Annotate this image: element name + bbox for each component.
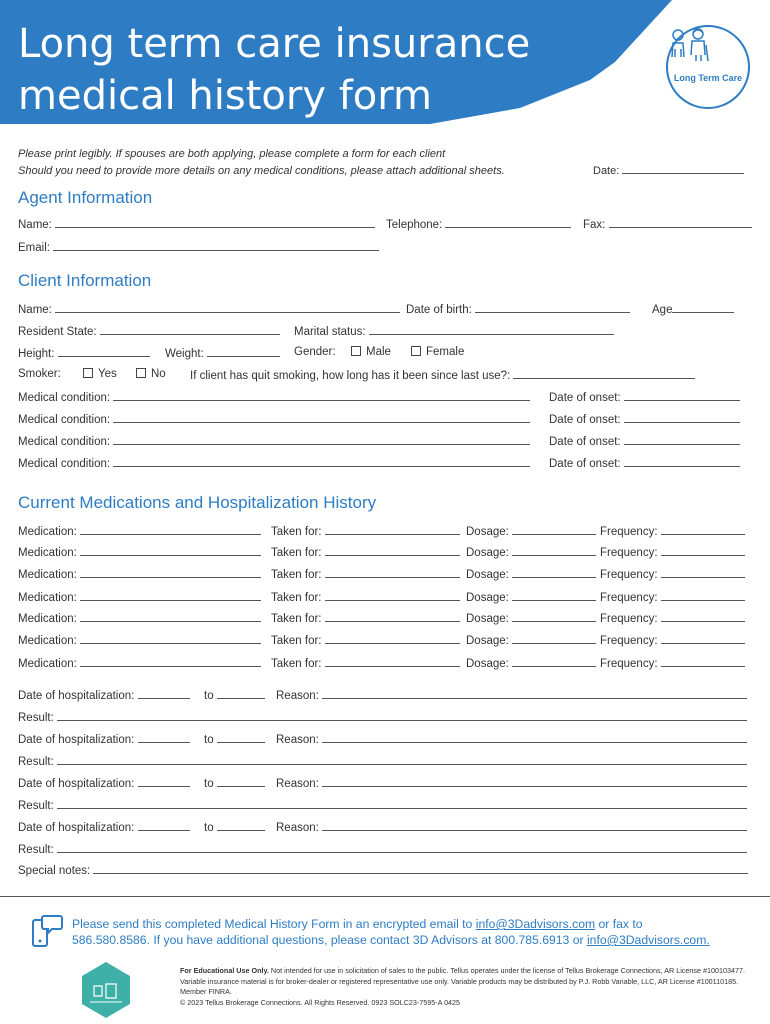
3d-advisors-seal-logo xyxy=(76,960,136,1020)
result-label: Result: xyxy=(18,800,54,812)
dosage-field[interactable] xyxy=(466,611,596,625)
dosage-line[interactable] xyxy=(512,611,596,622)
agent-fax-line[interactable] xyxy=(609,217,752,228)
hospitalization-to-field[interactable] xyxy=(204,688,265,702)
medical-condition-field[interactable] xyxy=(18,390,530,404)
height-label: Height: xyxy=(18,348,55,360)
frequency-field[interactable] xyxy=(600,611,745,625)
logo-text: Long Term Care xyxy=(673,73,743,83)
hospitalization-date-field[interactable] xyxy=(18,732,190,746)
date-of-onset-line[interactable] xyxy=(624,412,740,423)
result-label: Result: xyxy=(18,844,54,856)
date-label: Date: xyxy=(593,165,620,177)
taken-for-label: Taken for: xyxy=(271,569,322,581)
taken-for-line[interactable] xyxy=(325,633,460,644)
height-line[interactable] xyxy=(58,346,150,357)
medication-field[interactable] xyxy=(18,524,261,538)
medical-condition-row xyxy=(18,434,752,452)
hospitalization-date-label: Date of hospitalization: xyxy=(18,778,135,790)
frequency-label: Frequency: xyxy=(600,613,658,625)
medication-line[interactable] xyxy=(80,633,261,644)
taken-for-field[interactable] xyxy=(271,545,460,559)
medication-label: Medication: xyxy=(18,658,77,670)
medication-row xyxy=(18,633,752,651)
dosage-line[interactable] xyxy=(512,545,596,556)
smoker-no-option[interactable] xyxy=(136,368,166,380)
result-line[interactable] xyxy=(57,710,747,721)
frequency-label: Frequency: xyxy=(600,526,658,538)
smoker-yes-option[interactable] xyxy=(83,368,117,380)
client-row-smoker xyxy=(18,368,752,386)
dosage-label: Dosage: xyxy=(466,635,509,647)
medical-condition-field[interactable] xyxy=(18,434,530,448)
quit-smoking-label: If client has quit smoking, how long has it been since last use?: xyxy=(190,370,511,382)
dosage-field[interactable] xyxy=(466,633,596,647)
medication-line[interactable] xyxy=(80,524,261,535)
header-banner xyxy=(0,0,770,140)
client-dob-label: Date of birth: xyxy=(406,304,472,316)
taken-for-label: Taken for: xyxy=(271,658,322,670)
result-field[interactable] xyxy=(18,754,747,768)
frequency-line[interactable] xyxy=(661,524,745,535)
weight-label: Weight: xyxy=(165,348,204,360)
smoker-yes-label: Yes xyxy=(98,368,117,380)
special-notes-field[interactable] xyxy=(18,863,748,877)
medication-label: Medication: xyxy=(18,526,77,538)
hospitalization-to-label: to xyxy=(204,778,214,790)
hospitalization-to-field[interactable] xyxy=(204,820,265,834)
medication-row xyxy=(18,656,752,674)
client-dob-field[interactable] xyxy=(406,302,630,316)
dosage-field[interactable] xyxy=(466,590,596,604)
disclaimer xyxy=(180,966,750,1008)
resident-state-line[interactable] xyxy=(100,324,280,335)
dosage-label: Dosage: xyxy=(466,569,509,581)
agent-fax-label: Fax: xyxy=(583,219,606,231)
hospitalization-to-line[interactable] xyxy=(217,820,265,831)
taken-for-label: Taken for: xyxy=(271,635,322,647)
result-row xyxy=(18,798,752,816)
reason-label: Reason: xyxy=(276,778,319,790)
contact-text-2: or fax to xyxy=(595,917,643,931)
frequency-label: Frequency: xyxy=(600,658,658,670)
medication-row xyxy=(18,567,752,585)
hospitalization-date-line[interactable] xyxy=(138,776,190,787)
medication-field[interactable] xyxy=(18,656,261,670)
medication-label: Medication: xyxy=(18,547,77,559)
hospitalization-to-label: to xyxy=(204,734,214,746)
taken-for-field[interactable] xyxy=(271,590,460,604)
frequency-label: Frequency: xyxy=(600,547,658,559)
frequency-line[interactable] xyxy=(661,590,745,601)
taken-for-field[interactable] xyxy=(271,567,460,581)
medication-label: Medication: xyxy=(18,569,77,581)
medication-label: Medication: xyxy=(18,592,77,604)
female-checkbox[interactable] xyxy=(411,346,421,356)
special-notes-line[interactable] xyxy=(93,863,748,874)
frequency-label: Frequency: xyxy=(600,569,658,581)
medication-field[interactable] xyxy=(18,567,261,581)
client-section-heading: Client Information xyxy=(18,271,152,290)
reason-field[interactable] xyxy=(276,732,747,746)
agent-telephone-line[interactable] xyxy=(445,217,571,228)
medication-line[interactable] xyxy=(80,656,261,667)
medication-row xyxy=(18,545,752,563)
special-notes-line-2[interactable] xyxy=(0,896,770,897)
instructions xyxy=(18,146,505,180)
client-row-name xyxy=(18,302,752,320)
caregiver-icon xyxy=(668,27,714,63)
date-of-onset-line[interactable] xyxy=(624,434,740,445)
smoker-label: Smoker: xyxy=(18,368,61,380)
disclaimer-text: Not intended for use in solicitation of sales to the public. Tellus operates under the license of Tellus Brokerage Connections, AR License #100103477. Variable insurance material is for broker-dealer or registered representative use only. Variable products may be distributed by P.J. Robb Variable, LLC, AR License #100110185. Member FINRA. xyxy=(180,966,745,996)
medication-field[interactable] xyxy=(18,633,261,647)
medication-row xyxy=(18,611,752,629)
hospitalization-to-line[interactable] xyxy=(217,688,265,699)
medication-line[interactable] xyxy=(80,545,261,556)
agent-telephone-field[interactable] xyxy=(386,217,571,231)
dosage-line[interactable] xyxy=(512,656,596,667)
taken-for-line[interactable] xyxy=(325,524,460,535)
hospitalization-date-label: Date of hospitalization: xyxy=(18,690,135,702)
medical-condition-line[interactable] xyxy=(113,390,530,401)
agent-email-label: Email: xyxy=(18,242,50,254)
hospitalization-to-label: to xyxy=(204,822,214,834)
client-dob-line[interactable] xyxy=(475,302,630,313)
dosage-label: Dosage: xyxy=(466,613,509,625)
contact-text-3: 586.580.8586. If you have additional questions, please contact 3D Advisors at 800.785.6913 or xyxy=(72,933,587,947)
date-of-onset-label: Date of onset: xyxy=(549,458,621,470)
frequency-label: Frequency: xyxy=(600,592,658,604)
dosage-line[interactable] xyxy=(512,633,596,644)
medication-label: Medication: xyxy=(18,635,77,647)
taken-for-label: Taken for: xyxy=(271,592,322,604)
title-line-2: medical history form xyxy=(18,73,432,119)
client-age-field[interactable] xyxy=(652,302,734,316)
date-of-onset-line[interactable] xyxy=(624,390,740,401)
hospitalization-to-field[interactable] xyxy=(204,732,265,746)
dosage-line[interactable] xyxy=(512,567,596,578)
result-label: Result: xyxy=(18,756,54,768)
dosage-field[interactable] xyxy=(466,567,596,581)
hospitalization-date-line[interactable] xyxy=(138,688,190,699)
weight-line[interactable] xyxy=(207,346,280,357)
client-name-field[interactable] xyxy=(18,302,400,316)
agent-row-2 xyxy=(18,240,752,258)
weight-field[interactable] xyxy=(165,346,280,360)
date-of-onset-label: Date of onset: xyxy=(549,392,621,404)
client-row-state xyxy=(18,324,752,342)
male-checkbox[interactable] xyxy=(351,346,361,356)
hospitalization-to-line[interactable] xyxy=(217,732,265,743)
medical-condition-row xyxy=(18,456,752,474)
medication-line[interactable] xyxy=(80,590,261,601)
male-label: Male xyxy=(366,346,391,358)
long-term-care-logo xyxy=(666,25,750,109)
client-name-label: Name: xyxy=(18,304,52,316)
dosage-field[interactable] xyxy=(466,656,596,670)
reason-line[interactable] xyxy=(322,732,747,743)
medical-condition-field[interactable] xyxy=(18,456,530,470)
taken-for-label: Taken for: xyxy=(271,547,322,559)
hospitalization-date-label: Date of hospitalization: xyxy=(18,734,135,746)
page-title xyxy=(18,18,530,122)
medical-condition-line[interactable] xyxy=(113,456,530,467)
reason-line[interactable] xyxy=(322,688,747,699)
medical-condition-label: Medical condition: xyxy=(18,436,111,448)
taken-for-field[interactable] xyxy=(271,656,460,670)
taken-for-line[interactable] xyxy=(325,590,460,601)
result-line[interactable] xyxy=(57,842,747,853)
hospitalization-to-line[interactable] xyxy=(217,776,265,787)
medical-condition-row xyxy=(18,412,752,430)
taken-for-line[interactable] xyxy=(325,611,460,622)
special-notes-row xyxy=(18,863,752,881)
medication-line[interactable] xyxy=(80,611,261,622)
hospitalization-to-label: to xyxy=(204,690,214,702)
frequency-field[interactable] xyxy=(600,524,745,538)
date-of-onset-label: Date of onset: xyxy=(549,414,621,426)
frequency-label: Frequency: xyxy=(600,635,658,647)
frequency-line[interactable] xyxy=(661,567,745,578)
hospitalization-to-field[interactable] xyxy=(204,776,265,790)
smoker-yes-checkbox[interactable] xyxy=(83,368,93,378)
medical-condition-field[interactable] xyxy=(18,412,530,426)
frequency-field[interactable] xyxy=(600,567,745,581)
dosage-line[interactable] xyxy=(512,524,596,535)
medical-condition-label: Medical condition: xyxy=(18,458,111,470)
dosage-line[interactable] xyxy=(512,590,596,601)
result-row xyxy=(18,754,752,772)
medication-row xyxy=(18,524,752,542)
quit-smoking-field[interactable] xyxy=(190,368,695,382)
reason-line[interactable] xyxy=(322,776,747,787)
frequency-line[interactable] xyxy=(661,633,745,644)
taken-for-line[interactable] xyxy=(325,545,460,556)
result-row xyxy=(18,842,752,860)
medication-line[interactable] xyxy=(80,567,261,578)
medication-field[interactable] xyxy=(18,611,261,625)
copyright: © 2023 Tellus Brokerage Connections. All Rights Reserved. 0923 SOLC23-7595-A 0425 xyxy=(180,997,461,1007)
dosage-label: Dosage: xyxy=(466,658,509,670)
medication-label: Medication: xyxy=(18,613,77,625)
title-line-1: Long term care insurance xyxy=(18,21,531,67)
client-age-line[interactable] xyxy=(672,302,734,313)
agent-telephone-label: Telephone: xyxy=(386,219,443,231)
agent-row-1 xyxy=(18,217,752,235)
dosage-field[interactable] xyxy=(466,545,596,559)
email-link-2[interactable]: info@3Dadvisors.com. xyxy=(586,933,710,947)
hospitalization-row xyxy=(18,820,752,838)
taken-for-line[interactable] xyxy=(325,567,460,578)
hospitalization-date-line[interactable] xyxy=(138,820,190,831)
result-line[interactable] xyxy=(57,754,747,765)
taken-for-label: Taken for: xyxy=(271,613,322,625)
result-field[interactable] xyxy=(18,798,747,812)
result-field[interactable] xyxy=(18,842,747,856)
reason-label: Reason: xyxy=(276,734,319,746)
medical-condition-label: Medical condition: xyxy=(18,392,111,404)
frequency-line[interactable] xyxy=(661,545,745,556)
client-age-label: Age xyxy=(652,304,673,316)
marital-status-label: Marital status: xyxy=(294,326,366,338)
frequency-field[interactable] xyxy=(600,656,745,670)
date-of-onset-field[interactable] xyxy=(549,456,740,470)
taken-for-field[interactable] xyxy=(271,633,460,647)
medical-condition-line[interactable] xyxy=(113,412,530,423)
frequency-field[interactable] xyxy=(600,590,745,604)
date-of-onset-field[interactable] xyxy=(549,390,740,404)
marital-status-line[interactable] xyxy=(369,324,614,335)
agent-email-field[interactable] xyxy=(18,240,379,254)
female-label: Female xyxy=(426,346,465,358)
hospitalization-row xyxy=(18,776,752,794)
dosage-field[interactable] xyxy=(466,524,596,538)
result-line[interactable] xyxy=(57,798,747,809)
reason-label: Reason: xyxy=(276,822,319,834)
result-field[interactable] xyxy=(18,710,747,724)
special-notes-label: Special notes: xyxy=(18,865,91,877)
medication-field[interactable] xyxy=(18,545,261,559)
height-field[interactable] xyxy=(18,346,150,360)
taken-for-field[interactable] xyxy=(271,524,460,538)
phone-email-icon xyxy=(30,914,64,950)
disclaimer-bold: For Educational Use Only. xyxy=(180,966,269,975)
frequency-field[interactable] xyxy=(600,545,745,559)
instruction-line-1: Please print legibly. If spouses are both applying, please complete a form for each client xyxy=(18,148,446,160)
date-field[interactable] xyxy=(593,163,744,177)
reason-line[interactable] xyxy=(322,820,747,831)
medication-row xyxy=(18,590,752,608)
quit-smoking-line[interactable] xyxy=(513,368,695,379)
contact-text-1: Please send this completed Medical History Form in an encrypted email to xyxy=(72,917,476,931)
medication-field[interactable] xyxy=(18,590,261,604)
male-option[interactable] xyxy=(351,346,391,358)
frequency-line[interactable] xyxy=(661,611,745,622)
contact-text xyxy=(72,916,710,948)
reason-label: Reason: xyxy=(276,690,319,702)
agent-name-label: Name: xyxy=(18,219,52,231)
date-of-onset-field[interactable] xyxy=(549,412,740,426)
medical-condition-line[interactable] xyxy=(113,434,530,445)
client-name-line[interactable] xyxy=(55,302,400,313)
agent-name-field[interactable] xyxy=(18,217,375,231)
taken-for-label: Taken for: xyxy=(271,526,322,538)
agent-section-heading: Agent Information xyxy=(18,188,153,207)
agent-name-line[interactable] xyxy=(55,217,375,228)
agent-email-line[interactable] xyxy=(53,240,379,251)
gender-field xyxy=(294,346,336,358)
agent-fax-field[interactable] xyxy=(583,217,752,231)
client-row-height xyxy=(18,346,752,364)
meds-section-heading: Current Medications and Hospitalization History xyxy=(18,493,377,512)
instruction-line-2: Should you need to provide more details on any medical conditions, please attach additional sheets. xyxy=(18,165,505,177)
date-of-onset-label: Date of onset: xyxy=(549,436,621,448)
taken-for-field[interactable] xyxy=(271,611,460,625)
hospitalization-date-field[interactable] xyxy=(18,776,190,790)
female-option[interactable] xyxy=(411,346,464,358)
taken-for-line[interactable] xyxy=(325,656,460,667)
frequency-line[interactable] xyxy=(661,656,745,667)
result-row xyxy=(18,710,752,728)
result-label: Result: xyxy=(18,712,54,724)
smoker-no-label: No xyxy=(151,368,166,380)
hospitalization-date-field[interactable] xyxy=(18,688,190,702)
dosage-label: Dosage: xyxy=(466,592,509,604)
hospitalization-date-field[interactable] xyxy=(18,820,190,834)
gender-label: Gender: xyxy=(294,346,336,358)
dosage-label: Dosage: xyxy=(466,526,509,538)
medical-condition-label: Medical condition: xyxy=(18,414,111,426)
reason-field[interactable] xyxy=(276,688,747,702)
frequency-field[interactable] xyxy=(600,633,745,647)
date-line[interactable] xyxy=(622,163,744,174)
date-of-onset-field[interactable] xyxy=(549,434,740,448)
hospitalization-row xyxy=(18,688,752,706)
smoker-no-checkbox[interactable] xyxy=(136,368,146,378)
email-link-1[interactable]: info@3Dadvisors.com xyxy=(475,917,596,931)
hospitalization-date-line[interactable] xyxy=(138,732,190,743)
resident-state-label: Resident State: xyxy=(18,326,97,338)
resident-state-field[interactable] xyxy=(18,324,280,338)
marital-status-field[interactable] xyxy=(294,324,614,338)
date-of-onset-line[interactable] xyxy=(624,456,740,467)
medical-condition-row xyxy=(18,390,752,408)
reason-field[interactable] xyxy=(276,820,747,834)
hospitalization-date-label: Date of hospitalization: xyxy=(18,822,135,834)
hospitalization-row xyxy=(18,732,752,750)
dosage-label: Dosage: xyxy=(466,547,509,559)
reason-field[interactable] xyxy=(276,776,747,790)
